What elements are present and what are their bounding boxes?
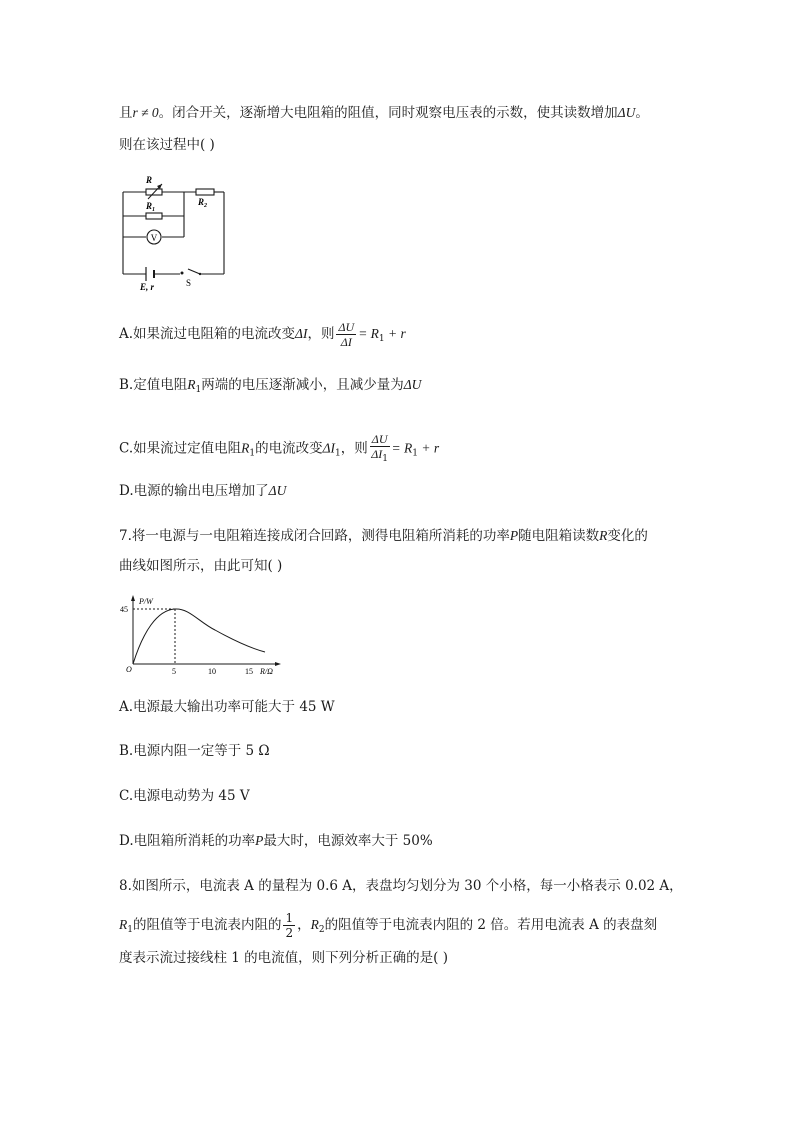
fraction-one-half: $\frac{1}{2}$ [285, 911, 294, 940]
label-r1: $R_1$ [146, 201, 156, 213]
q6-option-a: A.如果流过电阻箱的电流改变ΔI，则 $\frac{\Delta U}{\Delta I}$ = $R_1 + r$ [119, 320, 406, 349]
q8-stem-line-3: 度表示流过接线柱 1 的电流值，则下列分析正确的是( ) [119, 950, 448, 966]
q7-option-b: B.电源内阻一定等于 5 Ω [119, 743, 270, 759]
y-tick-45: 45 [120, 605, 128, 614]
q7-option-d: D.电阻箱所消耗的功率P最大时，电源效率大于 50% [119, 833, 433, 849]
x-tick-10: 10 [208, 667, 216, 676]
r-neq-zero: r ≠ 0 [132, 105, 159, 120]
label-er: E, r [140, 282, 155, 292]
q7-stem-line-1: 7.将一电源与一电阻箱连接成闭合回路，测得电阻箱所消耗的功率P随电阻箱读数R变化的 [119, 528, 648, 544]
power-resistance-graph [115, 592, 285, 678]
fraction-du-di1: $\frac{\Delta U}{\Delta I_1}$ [371, 432, 389, 464]
y-axis-label: P/W [139, 597, 153, 606]
resistor-r1 [146, 213, 162, 219]
fraction-du-di: $\frac{\Delta U}{\Delta I}$ [338, 320, 355, 349]
switch-icon [181, 272, 184, 275]
resistor-r2 [196, 189, 214, 195]
q6-intro-line-2: 则在该过程中( ) [119, 137, 215, 153]
delta-u: ΔU [617, 105, 636, 120]
power-curve [133, 609, 265, 664]
circuit-diagram [110, 170, 240, 292]
q7-stem-line-2: 曲线如图所示，由此可知( ) [119, 558, 283, 574]
q6-option-d: D.电源的输出电压增加了ΔU [119, 483, 287, 499]
label-r: R [146, 175, 153, 185]
x-axis-label: R/Ω [260, 667, 273, 676]
label-r2: $R_2$ [198, 197, 208, 209]
x-tick-5: 5 [172, 667, 176, 676]
q7-option-c: C.电源电动势为 45 V [119, 788, 250, 804]
voltmeter-label: V [150, 233, 158, 243]
q8-stem-line-2: $R_1$的阻值等于电流表内阻的 $\frac{1}{2}$ ，$R_2$的阻值等于电流表内阻的 2 倍。若用电流表 A 的表盘刻 [119, 911, 658, 940]
x-tick-15: 15 [245, 667, 253, 676]
q6-option-c: C.如果流过定值电阻$R_1$的电流改变$\Delta I_1$，则 $\frac{\Delta U}{\Delta I_1}$ = $R_1 + r$ [119, 432, 440, 464]
label-s: S [186, 278, 192, 288]
origin-label: O [126, 665, 132, 674]
q6-option-b: B.定值电阻$R_1$两端的电压逐渐减小，且减少量为ΔU [119, 377, 422, 395]
q8-stem-line-1: 8.如图所示，电流表 A 的量程为 0.6 A，表盘均匀划分为 30 个小格，每一小格表示 0.02 A， [119, 878, 683, 894]
q7-option-a: A.电源最大输出功率可能大于 45 W [119, 699, 335, 715]
q6-intro-line-1: 且r ≠ 0。闭合开关，逐渐增大电阻箱的阻值，同时观察电压表的示数，使其读数增加ΔU。 [119, 105, 649, 121]
